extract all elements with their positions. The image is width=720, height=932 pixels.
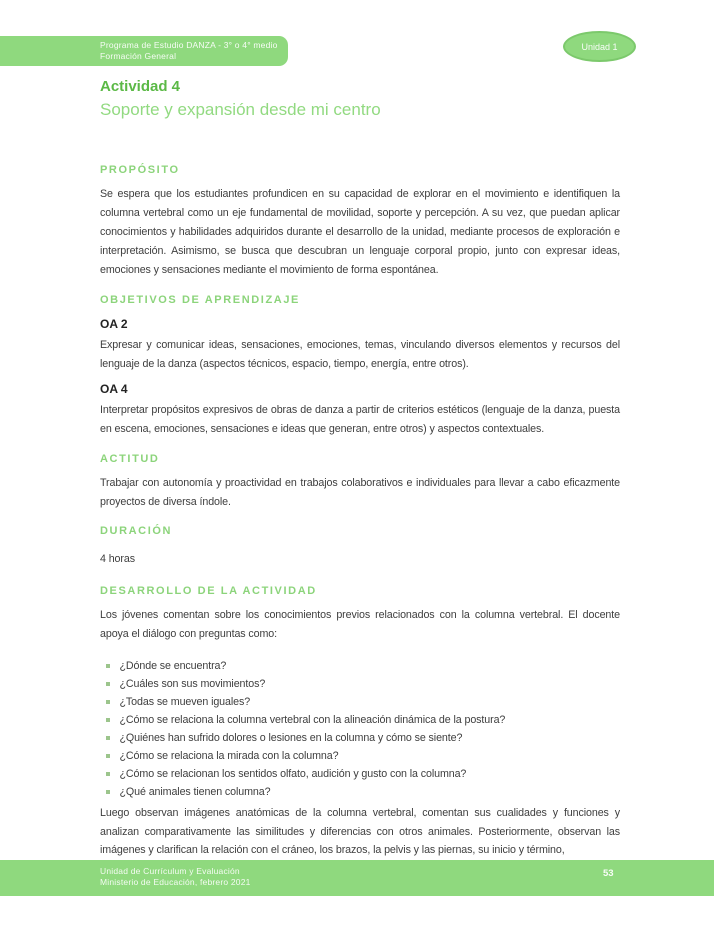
bullet-square-icon	[106, 772, 110, 776]
question-text: ¿Qué animales tienen columna?	[119, 786, 271, 798]
activity-title: Soporte y expansión desde mi centro	[100, 100, 381, 119]
question-item	[100, 783, 620, 801]
question-item	[100, 729, 620, 747]
bullet-square-icon	[106, 682, 110, 686]
bullet-square-icon	[106, 664, 110, 668]
activity-label: Actividad 4	[100, 78, 181, 95]
page-number: 53	[603, 868, 614, 879]
program-title: Programa de Estudio DANZA - 3° o 4° medio	[100, 40, 278, 50]
proposito-paragraph: Se espera que los estudiantes profundicen en su capacidad de explorar en el movimiento e identifiquen la columna vertebral como un eje fundamental de movilidad, soporte y percepción. A su vez, que puedan aplicar conocimientos y habilidades adquiridos durante el desarrollo de la unidad, mediante procesos de exploración e interpretación. Asimismo, se busca que descubran un lenguaje corporal propio, junto con expresar ideas, emociones y sensaciones mediante el movimiento de forma espontánea.	[100, 188, 620, 276]
section-heading-proposito: PROPÓSITO	[100, 164, 180, 176]
question-text: ¿Todas se mueven iguales?	[119, 696, 251, 708]
section-heading-duracion: DURACIÓN	[100, 525, 173, 537]
program-header-bar	[0, 36, 288, 66]
actitud-paragraph: Trabajar con autonomía y proactividad en trabajos colaborativos e individuales para llevar a cabo eficazmente proyectos de diversa índole.	[100, 477, 620, 508]
question-item	[100, 657, 620, 675]
question-item	[100, 747, 620, 765]
question-text: ¿Quiénes han sufrido dolores o lesiones en la columna y cómo se siente?	[119, 732, 463, 744]
footer-org-line1: Unidad de Currículum y Evaluación	[100, 866, 240, 876]
desarrollo-closing-paragraph: Luego observan imágenes anatómicas de la columna vertebral, comentan sus cualidades y funciones y analizan comparativamente las similitudes y diferencias con otros animales. Posteriormente, observan las imágenes y clarifican la relación con el cráneo, los brazos, la pelvis y las piernas, su inicio y término,	[100, 807, 620, 856]
question-text: ¿Dónde se encuentra?	[119, 660, 227, 672]
question-item	[100, 711, 620, 729]
duracion-value: 4 horas	[100, 553, 135, 565]
bullet-square-icon	[106, 736, 110, 740]
oa2-label: OA 2	[100, 317, 128, 331]
question-text: ¿Cuáles son sus movimientos?	[119, 678, 266, 690]
question-text: ¿Cómo se relaciona la columna vertebral con la alineación dinámica de la postura?	[119, 714, 506, 726]
footer-org-line2: Ministerio de Educación, febrero 2021	[100, 877, 251, 887]
question-text: ¿Cómo se relaciona la mirada con la columna?	[119, 750, 339, 762]
section-heading-desarrollo: DESARROLLO DE LA ACTIVIDAD	[100, 585, 317, 597]
bullet-square-icon	[106, 754, 110, 758]
section-heading-objetivos: OBJETIVOS DE APRENDIZAJE	[100, 294, 300, 306]
oa4-text: Interpretar propósitos expresivos de obras de danza a partir de criterios estéticos (lenguaje de la danza, puesta en escena, emociones, sensaciones e ideas que generan, entre otros) y aspectos contextuales.	[100, 404, 620, 435]
section-heading-actitud: ACTITUD	[100, 453, 160, 465]
program-subtitle: Formación General	[100, 51, 177, 61]
question-item	[100, 765, 620, 783]
question-item	[100, 675, 620, 693]
oa4-label: OA 4	[100, 382, 128, 396]
bullet-square-icon	[106, 790, 110, 794]
unit-badge-label: Unidad 1	[581, 41, 618, 52]
bullet-square-icon	[106, 700, 110, 704]
unit-badge	[563, 31, 636, 62]
bullet-square-icon	[106, 718, 110, 722]
oa2-text: Expresar y comunicar ideas, sensaciones, emociones, temas, vinculando diversos elementos y recursos del lenguaje de la danza (aspectos técnicos, espacio, tiempo, energía, entre otros).	[100, 339, 620, 370]
question-item	[100, 693, 620, 711]
question-list	[100, 657, 620, 801]
desarrollo-intro-paragraph: Los jóvenes comentan sobre los conocimientos previos relacionados con la columna vertebral. El docente apoya el diálogo con preguntas como:	[100, 609, 620, 640]
question-text: ¿Cómo se relacionan los sentidos olfato, audición y gusto con la columna?	[119, 768, 467, 780]
